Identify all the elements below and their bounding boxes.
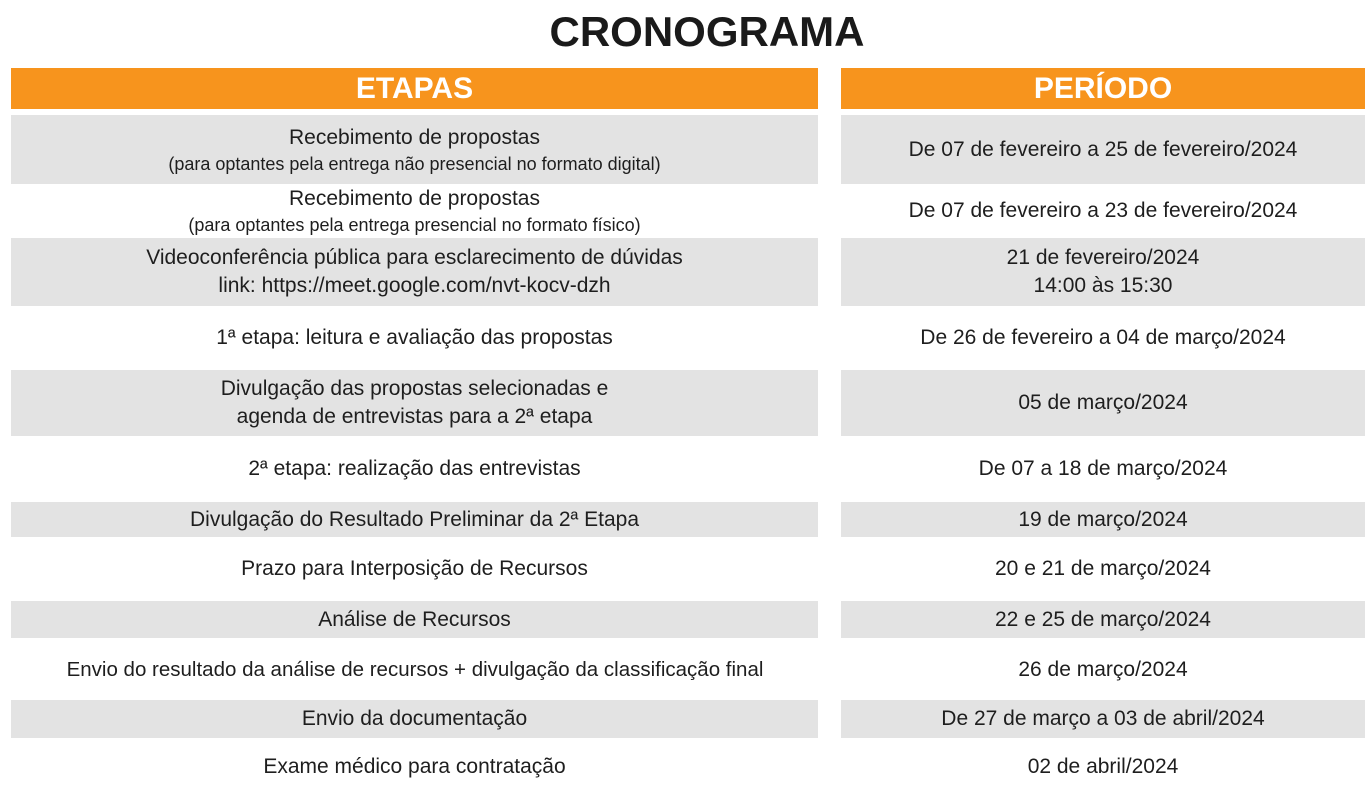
etapa-cell	[0, 639, 830, 700]
periodo-cell	[841, 502, 1365, 537]
periodo-text: 19 de março/2024	[1018, 507, 1188, 531]
periodo-text: De 07 de fevereiro a 25 de fevereiro/2024	[908, 137, 1298, 161]
periodo-cell	[841, 601, 1365, 638]
etapa-text: 1ª etapa: leitura e avaliação das propostas	[216, 326, 613, 349]
etapa-cell	[11, 601, 818, 638]
periodo-cell	[841, 739, 1365, 795]
etapa-cell	[11, 370, 818, 436]
periodo-cell	[841, 185, 1365, 237]
etapa-text: Divulgação das propostas selecionadas e	[220, 377, 609, 400]
periodo-cell	[841, 238, 1365, 306]
etapa-text: Recebimento de propostas	[289, 187, 540, 210]
page-title: CRONOGRAMA	[549, 8, 865, 55]
periodo-text: 22 e 25 de março/2024	[995, 607, 1211, 631]
etapa-cell	[11, 538, 818, 600]
etapa-text: Envio da documentação	[301, 707, 528, 730]
etapa-cell	[11, 185, 818, 237]
etapa-text: Divulgação do Resultado Preliminar da 2ª Etapa	[189, 507, 640, 531]
etapa-cell	[11, 115, 818, 184]
header-etapas: ETAPAS	[11, 68, 818, 109]
periodo-text: De 27 de março a 03 de abril/2024	[941, 707, 1265, 730]
periodo-text: De 07 a 18 de março/2024	[978, 457, 1228, 480]
periodo-text: 02 de abril/2024	[1027, 755, 1179, 778]
periodo-cell	[841, 370, 1365, 436]
etapa-cell	[11, 502, 818, 537]
meeting-link[interactable]: link: https://meet.google.com/nvt-kocv-dzh	[218, 274, 611, 297]
periodo-cell	[841, 639, 1365, 700]
etapa-subtext: (para optantes pela entrega presencial no formato físico)	[188, 215, 641, 235]
etapa-cell	[11, 739, 818, 795]
etapa-text-line2: agenda de entrevistas para a 2ª etapa	[236, 405, 593, 428]
etapa-cell	[11, 437, 818, 501]
periodo-text: De 26 de fevereiro a 04 de março/2024	[920, 326, 1286, 349]
periodo-cell	[841, 115, 1365, 184]
etapa-cell	[11, 307, 818, 369]
periodo-text: 05 de março/2024	[1018, 391, 1188, 414]
etapa-text: Recebimento de propostas	[289, 125, 540, 149]
etapa-text: Videoconferência pública para esclarecimento de dúvidas	[146, 246, 683, 269]
etapa-text: Envio do resultado da análise de recursos + divulgação da classificação final	[66, 657, 764, 681]
periodo-cell	[841, 307, 1365, 369]
periodo-text: 21 de fevereiro/2024	[1006, 246, 1200, 269]
etapa-cell	[11, 238, 818, 306]
etapa-text: 2ª etapa: realização das entrevistas	[248, 457, 581, 480]
periodo-cell	[841, 700, 1365, 738]
periodo-text: 20 e 21 de março/2024	[995, 557, 1211, 580]
periodo-time: 14:00 às 15:30	[1033, 274, 1173, 297]
header-periodo: PERÍODO	[841, 68, 1365, 109]
etapa-text: Análise de Recursos	[318, 607, 511, 631]
etapa-cell	[11, 700, 818, 738]
periodo-cell	[841, 437, 1365, 501]
periodo-text: De 07 de fevereiro a 23 de fevereiro/2024	[908, 199, 1298, 222]
periodo-cell	[841, 538, 1365, 600]
etapa-text: Exame médico para contratação	[263, 755, 566, 778]
etapa-text: Prazo para Interposição de Recursos	[241, 557, 588, 580]
etapa-subtext: (para optantes pela entrega não presencial no formato digital)	[168, 153, 661, 174]
periodo-text: 26 de março/2024	[1018, 657, 1188, 681]
